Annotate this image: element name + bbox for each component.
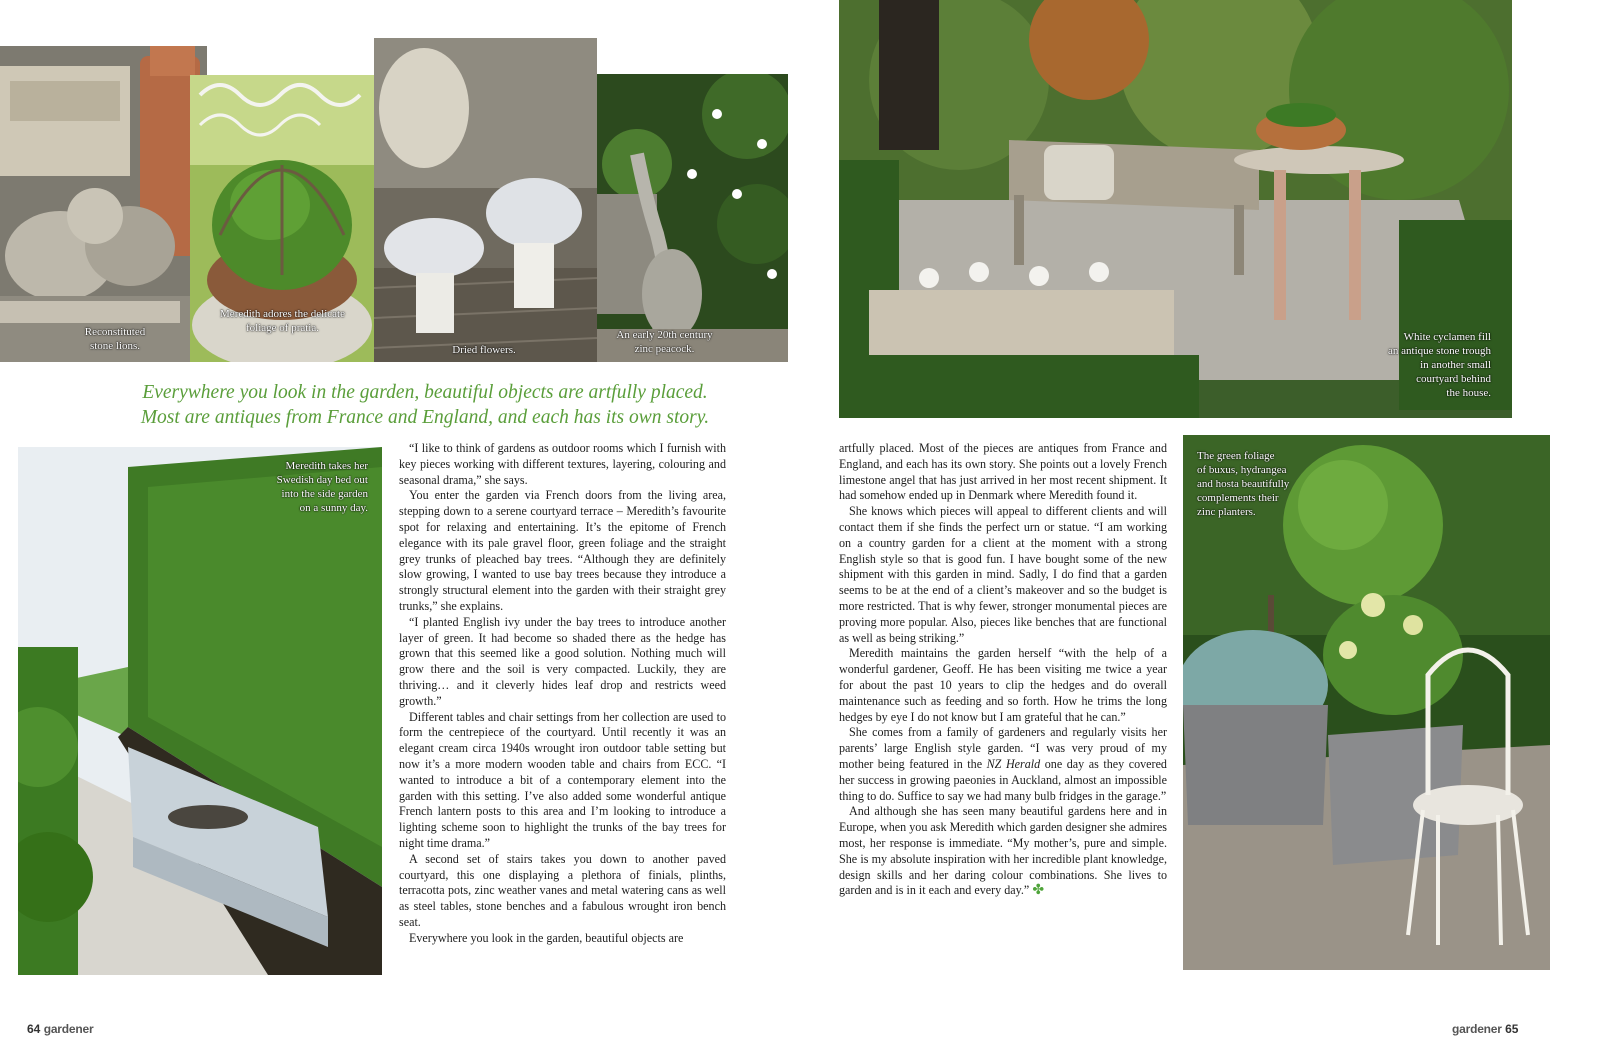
article-paragraph — [839, 804, 1167, 899]
newspaper-title: NZ Herald — [986, 756, 1041, 771]
page-number-right: 65 — [1505, 1022, 1519, 1036]
article-paragraph: “I like to think of gardens as outdoor rooms which I furnish with key pieces working with different textures, layering, colouring and seasonal drama,” she says. — [399, 441, 726, 487]
article-paragraph: “I planted English ivy under the bay trees to introduce another layer of green. It had become so shaded there as the hedge has grown that this seemed like a good solution. Nothing much will grow there and the soil is very compacted. Luckily, they are thriving… and it cleverly hides leaf drop and restricts weed growth.” — [399, 614, 726, 708]
caption-day-bed: Meredith takes her Swedish day bed out into the side garden on a sunny day. — [276, 460, 368, 514]
caption-cyclamen: White cyclamen fill an antique stone trough in another small courtyard behind the house. — [1388, 331, 1491, 399]
article-paragraph: Different tables and chair settings from her collection are used to form the centrepiece of the courtyard. Until recently it was an elegant cream circa 1940s wrought iron outdoor table setting but now it’s a more modern wooden table and chairs from ECC. “I wanted to introduce a bit of a contemporary element into the garden with this setting. I’ve also added some wonderful antique French lantern posts to this area and I’m looking to introduce a lighting scheme soon to highlight the trunks of the bay trees for night time drama.” — [399, 709, 726, 850]
end-mark-icon: ✤ — [1032, 883, 1045, 899]
caption-stone-lions: Reconstituted stone lions. — [84, 326, 146, 352]
photo-zinc-peacock — [597, 74, 788, 362]
photo-buxus-hydrangea — [1183, 435, 1550, 970]
folio-right — [1452, 1022, 1518, 1036]
caption-buxus: The green foliage of buxus, hydrangea and hosta beautifully complements their zinc planters. — [1197, 450, 1290, 518]
article-text: And although she has seen many beautiful gardens here and in Europe, when you ask Meredith which garden designer she admires most, her response is immediate. “My mother’s, pure and simple. She is my absolute inspiration with her incredible plant knowledge, design skills and her daring colour combinations. She lives to garden and is in it each and every day.” — [839, 804, 1167, 898]
page-number-left: 64 — [27, 1022, 41, 1036]
pull-quote — [60, 380, 790, 430]
article-text: one day as they covered her success in growing paeonies in Auckland, almost an impossible thing to do. Suffice to say we had many bulb fridges in the garage.” — [839, 756, 1167, 803]
photo-cyclamen-courtyard — [839, 0, 1512, 418]
pull-quote-line-2: Most are antiques from France and England, and each has its own story. — [140, 407, 710, 428]
caption-pratia: Meredith adores the delicate foliage of pratia. — [220, 308, 345, 334]
article-column-right — [839, 441, 1167, 899]
photo-swedish-day-bed — [18, 447, 382, 975]
caption-zinc-peacock: An early 20th century zinc peacock. — [616, 329, 713, 355]
photo-stone-lions — [0, 46, 207, 362]
photo-pratia-crown — [190, 75, 375, 362]
pull-quote-line-1: Everywhere you look in the garden, beautiful objects are artfully placed. — [142, 382, 708, 403]
article-paragraph: A second set of stairs takes you down to another paved courtyard, this one displaying a plethora of finials, plinths, terracotta pots, zinc weather vanes and metal watering cans as well as steel tables, stone benches and a fabulous wrought iron bench seat. — [399, 851, 726, 929]
article-paragraph: Everywhere you look in the garden, beautiful objects are — [409, 930, 684, 945]
article-text: She comes from a family of gardeners and regularly visits her parents’ large English style garden. “I was very proud of my mother being featured in the — [839, 725, 1167, 771]
folio-left — [27, 1022, 93, 1036]
article-paragraph — [839, 725, 1167, 804]
article-paragraph: artfully placed. Most of the pieces are antiques from France and England, and each has its own story. She points out a lovely French limestone angel that has just arrived in her most recent shipment. It had somehow ended up in Denmark where Meredith found it. — [839, 441, 1167, 503]
article-paragraph: Meredith maintains the garden herself “with the help of a wonderful gardener, Geoff. He has been visiting me twice a year for about the past 10 years to clip the hedges and do overall maintenance such as feeding and so forth. How he trims the long hedges by eye I do not know but I am grateful that he can.” — [839, 646, 1167, 724]
magazine-brand-right: gardener — [1452, 1022, 1502, 1036]
article-paragraph: She knows which pieces will appeal to different clients and will contact them if she finds the perfect urn or statue. “I am working on a country garden for a client at the moment with a strong English style so that is good fun. I have bought some of the new shipment with this garden in mind. Sadly, I do find that a garden seems to be at the end of a client’s makeover and so the budget is more restricted. That is why fewer, stronger monumental pieces are proving more popular. Also, pieces like benches that are functional as well as being striking.” — [839, 504, 1167, 645]
photo-dried-flowers — [374, 38, 597, 362]
caption-dried-flowers: Dried flowers. — [452, 344, 516, 356]
article-column-left — [399, 441, 726, 947]
article-paragraph: You enter the garden via French doors from the living area, stepping down to a serene courtyard terrace – Meredith’s favourite spot for relaxing and entertaining. It’s the epitome of French elegance with its pale gravel floor, green foliage and the straight grey trunks of pleached bay trees. “Although they are definitely slow growing, I wanted to use bay trees because they introduce a strongly structural element into the garden with their straight grey trunks,” she explains. — [399, 488, 726, 613]
magazine-brand-left: gardener — [43, 1022, 94, 1036]
